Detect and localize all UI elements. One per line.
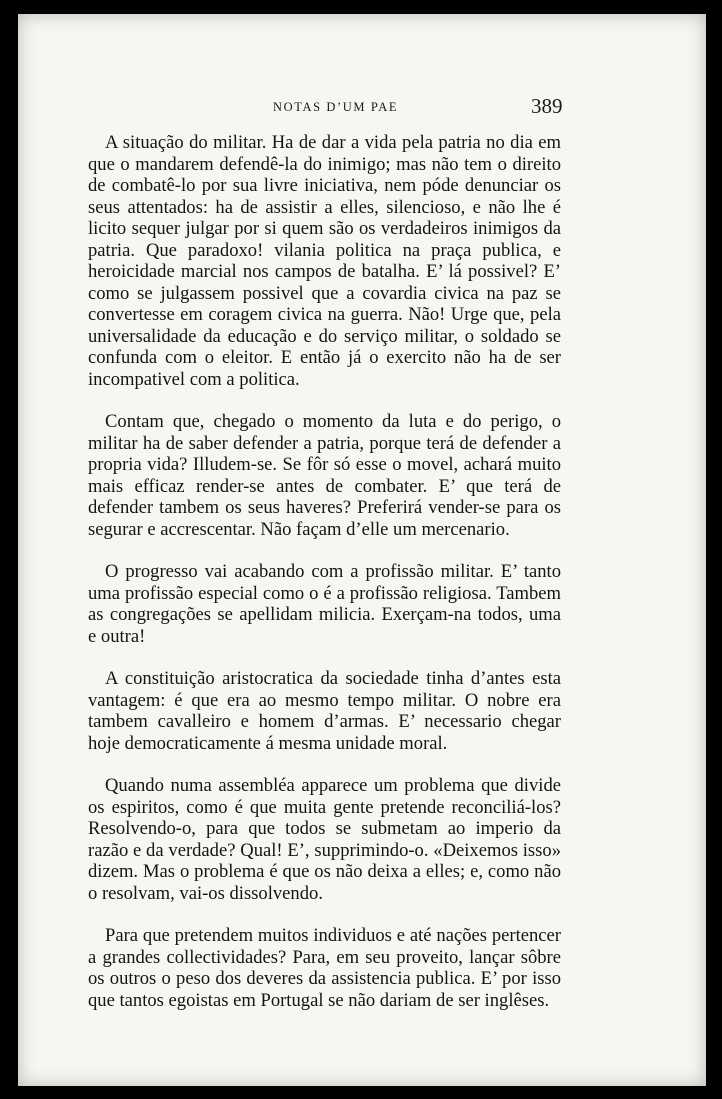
body-text xyxy=(88,132,561,1032)
running-title: NOTAS D’UM PAE xyxy=(273,100,399,114)
book-page xyxy=(18,14,706,1086)
page-number: 389 xyxy=(531,94,563,118)
paragraph-aristocratic-constitution: A constituição aristocratica da sociedade tinha d’antes esta vantagem: é que era ao mesmo tempo militar. O nobre era tambem cavalleiro e homem d’armas. E’ necessario chegar hoje democraticamente á mesma unidade moral. xyxy=(88,668,561,754)
paragraph-collectivities: Para que pretendem muitos individuos e até nações pertencer a grandes collectividades? Para, em seu proveito, lançar sôbre os outros o peso dos deveres da assistencia publica. E’ por isso que tantos egoistas em Portugal se não dariam de ser inglêses. xyxy=(88,925,561,1011)
paragraph-military-situation: A situação do militar. Ha de dar a vida pela patria no dia em que o mandarem defendê-la do inimigo; mas não tem o direito de combatê-lo por sua livre iniciativa, nem póde denunciar os seus attentados: ha de assistir a elles, silencioso, e não lhe é licito sequer julgar por si quem são os verdadeiros inimigos da patria. Que paradoxo! vilania politica na praça publica, e heroicidade marcial nos campos de batalha. E’ lá possivel? E’ como se julgassem possivel que a covardia civica na paz se convertesse em coragem civica na guerra. Não! Urge que, pela universalidade da educação e do serviço militar, o soldado se confunda com o eleitor. E então já o exercito não ha de ser incompativel com a politica. xyxy=(88,132,561,390)
paragraph-defending-country: Contam que, chegado o momento da luta e do perigo, o militar ha de saber defender a patria, porque terá de defender a propria vida? Illudem-se. Se fôr só esse o movel, achará muito mais efficaz render-se antes de combater. E’ que terá de defender tambem os seus haveres? Preferirá vender-se para os segurar e accrescentar. Não façam d’elle um mercenario. xyxy=(88,411,561,540)
paragraph-military-profession: O progresso vai acabando com a profissão militar. E’ tanto uma profissão especial como o é a profissão religiosa. Tambem as congregações se apellidam milicia. Exerçam-na todos, uma e outra! xyxy=(88,561,561,647)
page-header xyxy=(18,94,706,124)
paragraph-assembly-problem: Quando numa assembléa apparece um problema que divide os espiritos, como é que muita gente pretende reconciliá-los? Resolvendo-o, para que todos se submetam ao imperio da razão e da verdade? Qual! E’, supprimindo-o. «Deixemos isso» dizem. Mas o problema é que os não deixa a elles; e, como não o resolvam, vai-os dissolvendo. xyxy=(88,775,561,904)
